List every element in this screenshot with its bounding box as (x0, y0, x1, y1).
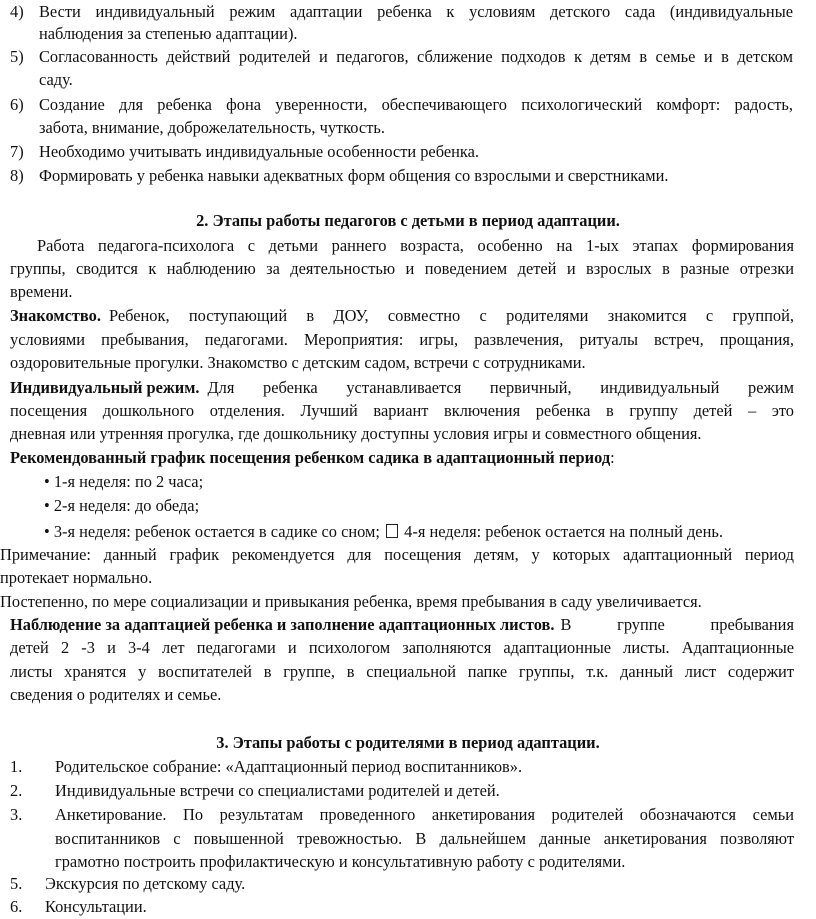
list-item-text: наблюдения за степенью адаптации). (39, 24, 298, 43)
list-item-number: 4) (10, 2, 24, 21)
list-item-text: Согласованность действий родителей и педагогов, сближение подходов к детям в семье и в детском (39, 47, 793, 66)
missing-glyph-icon (386, 524, 398, 538)
acquaintance-first-line (10, 304, 794, 328)
list-item-number: 5. (10, 874, 23, 893)
paragraph-line: Для ребенка устанавливается первичный, индивидуальный режим (207, 378, 794, 397)
list-item-number: 1. (10, 757, 23, 776)
paragraph-line: В группе пребывания (560, 615, 794, 634)
list-item-text: Индивидуальные встречи со специалистами родителей и детей. (55, 781, 500, 800)
paragraph-line: листы хранятся у воспитателей в группе, в специальной папке группы, т.к. данный лист содержит (10, 662, 794, 681)
bullet-item: • 1-я неделя: по 2 часа; (44, 472, 204, 491)
paragraph-line: оздоровительные прогулки. Знакомство с детским садом, встречи с сотрудниками. (10, 353, 586, 372)
paragraph-line: дневная или утренняя прогулка, где дошкольнику доступны условия игры и совместного общения. (10, 424, 702, 443)
bullet-item: • 2-я неделя: до обеда; (44, 496, 200, 515)
list-item-text: Необходимо учитывать индивидуальные особенности ребенка. (39, 142, 479, 161)
bullet-item-row (44, 520, 723, 544)
paragraph-line: группы, сводится к наблюдению за деятельностью и поведением детей и взрослых в разные отрезки (10, 259, 794, 278)
list-item-text: забота, внимание, доброжелательность, чуткость. (39, 118, 385, 137)
section-heading: 3. Этапы работы с родителями в период адаптации. (216, 733, 600, 752)
section-heading: 2. Этапы работы педагогов с детьми в период адаптации. (196, 211, 620, 230)
list-item-text: Консультации. (45, 897, 147, 916)
list-item-text: грамотно построить профилактическую и консультативную работу с родителями. (55, 852, 626, 871)
schedule-heading (10, 446, 615, 470)
list-item-text: Анкетирование. По результатам проведенного анкетирования родителей обозначаются семьи (55, 805, 794, 824)
observation-first-line (10, 613, 794, 637)
list-item-number: 2. (10, 781, 23, 800)
gradual-line: Постепенно, по мере социализации и привыкания ребенка, время пребывания в саду увеличивается. (0, 592, 702, 611)
observation-title: Наблюдение за адаптацией ребенка и заполнение адаптационных листов. (10, 615, 555, 634)
paragraph-line: времени. (10, 282, 73, 301)
list-item-text: Создание для ребенка фона уверенности, обеспечивающего психологический комфорт: радость, (39, 95, 793, 114)
note-line: Примечание: данный график рекомендуется для посещения детям, у которых адаптационный период (0, 545, 794, 564)
list-item-number: 5) (10, 47, 24, 66)
list-item-text: Родительское собрание: «Адаптационный период воспитанников». (55, 757, 523, 776)
list-item-number: 8) (10, 166, 24, 185)
paragraph-line: детей 2 -3 и 3-4 лет педагогами и психологом заполняются адаптационные листы. Адаптационные (10, 638, 794, 657)
paragraph-line: сведения о родителях и семье. (10, 685, 222, 704)
list-item-text: воспитанников с повышенной тревожностью. В дальнейшем данные анкетирования позволяют (55, 829, 794, 848)
individual-title: Индивидуальный режим. (10, 378, 200, 397)
note-line: протекает нормально. (0, 568, 153, 587)
bullet-item-tail: 4-я неделя: ребенок остается на полный день. (404, 522, 723, 541)
list-item-number: 7) (10, 142, 24, 161)
list-item-text: Экскурсия по детскому саду. (45, 874, 246, 893)
list-item-text: саду. (39, 70, 73, 89)
schedule-title: Рекомендованный график посещения ребенком садика в адаптационный период (10, 448, 611, 467)
paragraph-line: посещения дошкольного отделения. Лучший вариант включения ребенка в группу детей – это (10, 401, 794, 420)
list-item-text: Формировать у ребенка навыки адекватных форм общения со взрослыми и сверстниками. (39, 166, 669, 185)
paragraph-line: Ребенок, поступающий в ДОУ, совместно с родителями знакомится с группой, (108, 306, 794, 325)
paragraph-line: Работа педагога-психолога с детьми раннего возраста, особенно на 1-ых этапах формирования (37, 236, 794, 255)
paragraph-line: условиями пребывания, педагогами. Мероприятия: игры, развлечения, ритуалы встреч, прощания, (10, 330, 794, 349)
acquaintance-title: Знакомство. (10, 306, 101, 325)
list-item-number: 3. (10, 805, 23, 824)
schedule-colon: : (610, 448, 615, 467)
bullet-item: • 3-я неделя: ребенок остается в садике со сном; (44, 522, 380, 541)
individual-first-line (10, 376, 794, 400)
list-item-text: Вести индивидуальный режим адаптации ребенка к условиям детского сада (индивидуальные (39, 2, 793, 21)
list-item-number: 6) (10, 95, 24, 114)
list-item-number: 6. (10, 897, 23, 916)
